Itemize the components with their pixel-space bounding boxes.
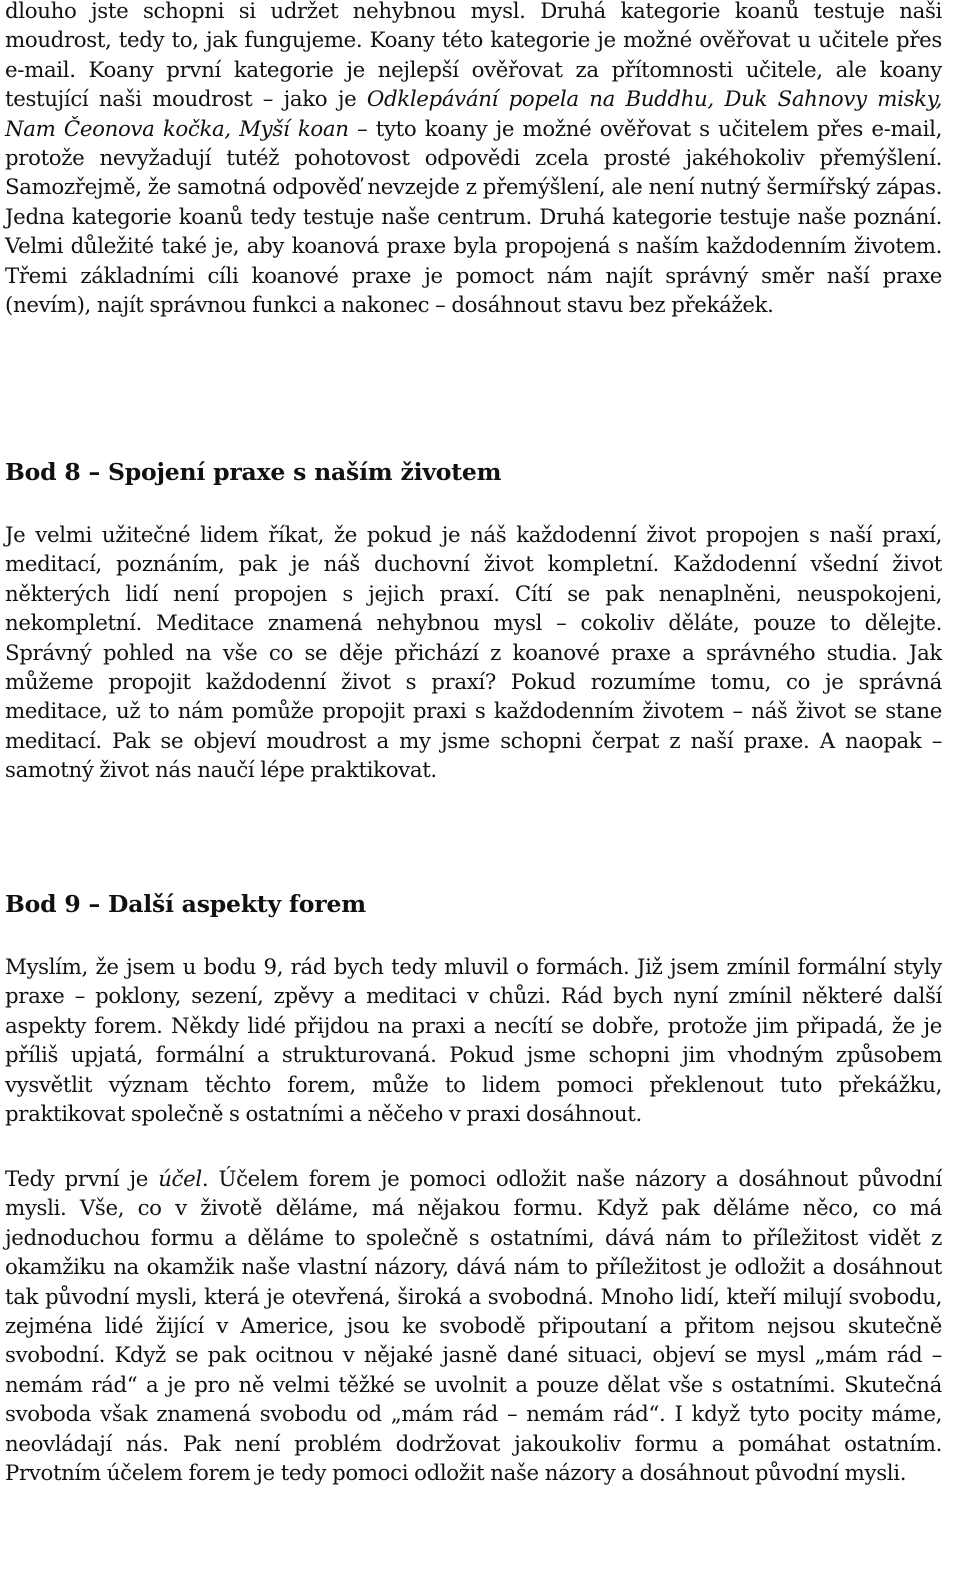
paragraph-koans-part-a: dlouho jste schopni si udržet nehybnou mysl. Druhá kategorie koanů testuje naši moudrost, tedy to, jak fungujeme. Koany této kategorie je možné ověřovat u učitele přes e-mail. Koany první kategorie je nejlepší ověřovat za přítomnosti učitele, ale koany testující naši moudrost – jako je (5, 0, 942, 113)
paragraph-forms-intro: Myslím, že jsem u bodu 9, rád bych tedy mluvil o formách. Již jsem zmínil formální styly praxe – poklony, sezení, zpěvy a meditaci v chůzi. Rád bych nyní zmínil některé další aspekty forem. Někdy lidé přijdou na praxi a necítí se dobře, protože jim připadá, že je příliš upjatá, formální a strukturovaná. Pokud jsme schopni jim vhodným způsobem vysvětlit význam těchto forem, může to lidem pomoci překlenout tuto překážku, praktikovat společně s ostatními a něčeho v praxi dosáhnout. (5, 955, 942, 1128)
section-heading-bod-8: Bod 8 – Spojení praxe s naším životem (5, 458, 502, 486)
paragraph-koans-part-b: – tyto koany je možné ověřovat s učitelem přes e-mail, protože nevyžadují tutéž pohotovost odpovědi zcela prosté jakéhokoliv přemýšlení. Samozřejmě, že samotná odpověď nevzejde z přemýšlení, ale není nutný šermířský zápas. Jedna kategorie koanů tedy testuje naše centrum. Druhá kategorie testuje naše poznání. Velmi důležité také je, aby koanová praxe byla propojená s naším každodenním životem. Třemi základními cíli koanové praxe je pomoct nám najít správný směr naší praxe (nevím), najít správnou funkci a nakonec – dosáhnout stavu bez překážek. (5, 116, 942, 319)
paragraph-practice-and-life: Je velmi užitečné lidem říkat, že pokud je náš každodenní život propojen s naší praxí, meditací, poznáním, pak je náš duchovní život kompletní. Každodenní všední život některých lidí není propojen s jejich praxí. Cítí se pak nenaplněni, neuspokojeni, nekompletní. Meditace znamená nehybnou mysl – cokoliv děláte, pouze to dělejte. Správný pohled na vše co se děje přichází z koanové praxe a správného studia. Jak můžeme propojit každodenní život s praxí? Pokud rozumíme tomu, co je správná meditace, už to nám pomůže propojit praxi s každodenním životem – náš život se stane meditací. Pak se objeví moudrost a my jsme schopni čerpat z naší praxe. A naopak – samotný život nás naučí lépe praktikovat. (5, 523, 942, 784)
purpose-term-italic: účel (158, 1167, 202, 1192)
section-heading-bod-9: Bod 9 – Další aspekty forem (5, 890, 366, 918)
paragraph-purpose-rest: . Účelem forem je pomoci odložit naše názory a dosáhnout původní mysli. Vše, co v životě děláme, má nějakou formu. Když pak děláme něco, co má jednoduchou formu a děláme to společně s ostatními, dává nám to příležitost vidět z okamžiku na okamžik naše vlastní názory, dává nám to příležitost je odložit a dosáhnout tak původní mysli, která je otevřená, široká a svobodná. Mnoho lidí, kteří milují svobodu, zejména lidé žijící v Americe, jsou ke svobodě připoutaní a přitom nejsou skutečně svobodní. Když se pak ocitnou v nějaké jasně dané situaci, objeví se mysl „mám rád – nemám rád“ a je pro ně velmi těžké se uvolnit a pouze dělat vše s ostatními. Skutečná svoboda však znamená svobodu od „mám rád – nemám rád“. I když tyto pocity máme, neovládají nás. Pak není problém dodržovat jakoukoliv formu a pomáhat ostatním. Prvotním účelem forem je tedy pomoci odložit naše názory a dosáhnout původní mysli. (5, 1167, 942, 1487)
paragraph-koans (5, 0, 942, 320)
paragraph-purpose-lead: Tedy první je (5, 1167, 159, 1192)
koan-examples-italic: Odklepávání popela na Buddhu, Duk Sahnovy misky, Nam Čeonova kočka, Myší koan (5, 87, 942, 142)
paragraph-purpose-of-forms (5, 1165, 942, 1488)
